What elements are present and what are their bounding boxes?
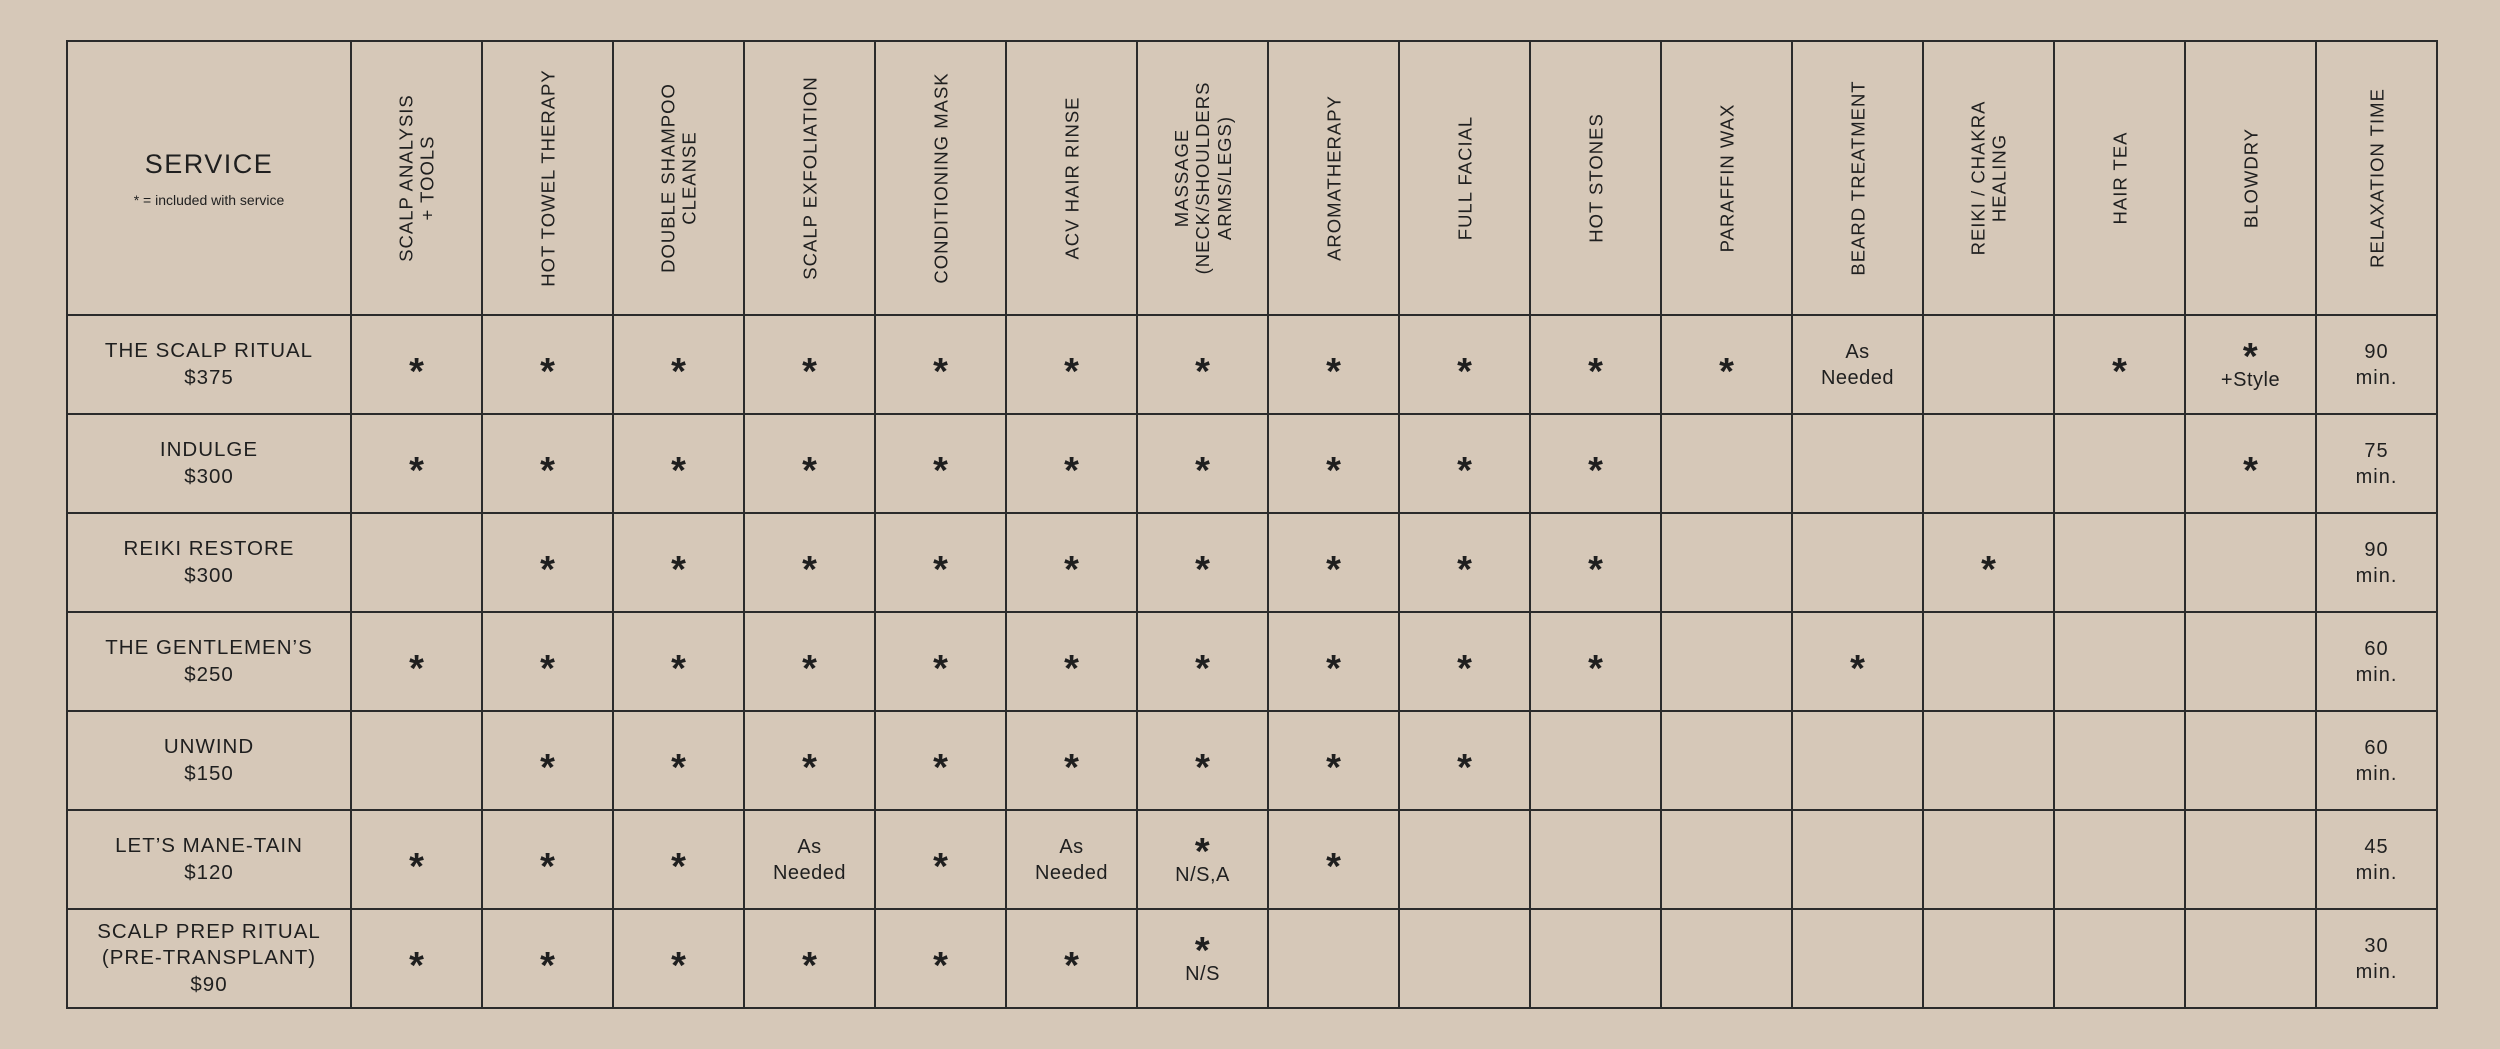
service-name-cell: [67, 810, 351, 909]
column-header-label: [1061, 96, 1082, 259]
included-star: *: [1326, 846, 1341, 889]
included-star: *: [1064, 945, 1079, 988]
service-cell: [875, 513, 1006, 612]
service-cell: [1399, 414, 1530, 513]
included-star: *: [540, 351, 555, 394]
relaxation-time-text: min.: [2355, 663, 2398, 686]
service-cell: [351, 909, 482, 1008]
service-cell: [613, 315, 744, 414]
included-star: *: [802, 450, 817, 493]
included-star: *: [671, 648, 686, 691]
included-star: *: [1457, 450, 1472, 493]
included-star: *: [409, 945, 424, 988]
service-cell: [351, 513, 482, 612]
service-cell: [1530, 909, 1661, 1008]
relaxation-time-text: 60: [2364, 736, 2389, 759]
column-header-label: [1454, 116, 1475, 240]
service-cell: [613, 909, 744, 1008]
column-header: [1268, 41, 1399, 315]
service-cell: [2185, 513, 2316, 612]
service-cell: [2185, 315, 2316, 414]
column-header-label: [1323, 95, 1344, 261]
relaxation-time-text: 30: [2364, 934, 2389, 957]
relaxation-time-text: 75: [2364, 439, 2389, 462]
service-cell: [1268, 909, 1399, 1008]
service-name-cell: [67, 414, 351, 513]
service-cell: [2185, 909, 2316, 1008]
service-cell: [1137, 810, 1268, 909]
included-star: *: [1457, 549, 1472, 592]
column-header-line: FULL FACIAL: [1453, 115, 1475, 241]
included-star: *: [1064, 351, 1079, 394]
service-cell: [1006, 612, 1137, 711]
table-row: [67, 810, 2437, 909]
table-row: [67, 315, 2437, 414]
service-name: LET’S MANE-TAIN: [115, 833, 303, 857]
included-star: *: [1326, 648, 1341, 691]
service-cell: [1399, 612, 1530, 711]
service-price: $250: [184, 662, 234, 686]
service-cell: [482, 612, 613, 711]
included-star: *: [671, 846, 686, 889]
column-header: [1661, 41, 1792, 315]
column-header: [1923, 41, 2054, 315]
included-star: *: [671, 549, 686, 592]
cell-note: [1007, 834, 1136, 886]
note-text: N/S,A: [1175, 863, 1230, 886]
included-star: *: [933, 450, 948, 493]
service-cell: [2054, 810, 2185, 909]
service-cell: [1006, 513, 1137, 612]
service-cell: [1530, 612, 1661, 711]
service-cell: [351, 810, 482, 909]
service-cell: [482, 315, 613, 414]
service-cell: [1399, 909, 1530, 1008]
service-name-cell: [67, 909, 351, 1008]
service-cell: [2185, 810, 2316, 909]
included-star: *: [1326, 450, 1341, 493]
column-header-line: HOT STONES: [1584, 113, 1606, 243]
service-cell: [1661, 711, 1792, 810]
service-cell: [2185, 612, 2316, 711]
note-text: As: [797, 835, 822, 858]
service-cell: [1923, 414, 2054, 513]
column-header-line: DOUBLE SHAMPOO: [657, 83, 679, 273]
column-header-line: (NECK/SHOULDERS: [1191, 81, 1213, 275]
service-name-cell: [67, 711, 351, 810]
service-cell: [1661, 414, 1792, 513]
service-cell: [1137, 711, 1268, 810]
column-header-label: [1847, 80, 1868, 275]
included-star: *: [540, 648, 555, 691]
included-star: *: [802, 747, 817, 790]
column-header-line: SCALP EXFOLIATION: [798, 76, 820, 280]
column-header-line: HAIR TEA: [2108, 131, 2130, 225]
column-header-line: BLOWDRY: [2239, 127, 2261, 229]
service-cell: [744, 810, 875, 909]
service-price: $90: [190, 972, 228, 996]
service-cell: [482, 513, 613, 612]
service-cell: [1006, 711, 1137, 810]
included-star: *: [1981, 549, 1996, 592]
service-cell: [1268, 810, 1399, 909]
service-cell: [2054, 909, 2185, 1008]
service-price: $300: [184, 563, 234, 587]
included-star: *: [671, 450, 686, 493]
service-cell: [482, 810, 613, 909]
service-price: $300: [184, 464, 234, 488]
column-header-line: HEALING: [1988, 133, 2010, 223]
included-star: *: [802, 648, 817, 691]
included-star: *: [540, 945, 555, 988]
service-cell: [2054, 711, 2185, 810]
service-cell: [351, 612, 482, 711]
included-star: *: [1457, 351, 1472, 394]
relaxation-time-text: 90: [2364, 340, 2389, 363]
column-header-line: + TOOLS: [416, 135, 438, 221]
service-title: SERVICE: [144, 148, 274, 179]
included-star: *: [540, 747, 555, 790]
included-star: *: [1588, 549, 1603, 592]
included-star: *: [1195, 648, 1210, 691]
service-cell: [1399, 810, 1530, 909]
service-cell: [1792, 909, 1923, 1008]
included-star: *: [2112, 351, 2127, 394]
cell-note: [2186, 336, 2315, 392]
service-cell: [1661, 909, 1792, 1008]
service-cell: [1530, 414, 1661, 513]
note-text: N/S: [1185, 962, 1220, 985]
service-cell: [613, 513, 744, 612]
column-header-line: ARMS/LEGS): [1213, 115, 1235, 241]
service-cell: [1268, 315, 1399, 414]
column-header-line: RELAXATION TIME: [2365, 88, 2387, 268]
service-name-cell: [67, 612, 351, 711]
included-star: *: [671, 747, 686, 790]
included-star: *: [540, 846, 555, 889]
column-header-label: [2109, 132, 2130, 225]
column-header-line: CLEANSE: [678, 131, 700, 225]
included-star: *: [1719, 351, 1734, 394]
relaxation-time-text: 90: [2364, 538, 2389, 561]
service-name: INDULGE: [159, 437, 259, 461]
relaxation-time-cell: [2316, 414, 2437, 513]
included-star: *: [1195, 747, 1210, 790]
service-cell: [482, 711, 613, 810]
service-menu: [66, 40, 2438, 1009]
column-header-line: MASSAGE: [1170, 128, 1192, 228]
included-star: *: [1195, 450, 1210, 493]
relaxation-time-cell: [2316, 810, 2437, 909]
included-star: *: [933, 747, 948, 790]
column-header-label: [537, 69, 558, 286]
cell-note: [745, 834, 874, 886]
service-cell: [1006, 810, 1137, 909]
service-cell: [875, 711, 1006, 810]
service-cell: [1661, 810, 1792, 909]
note-text: Needed: [772, 861, 847, 884]
service-cell: [1399, 315, 1530, 414]
column-header-label: [799, 76, 820, 279]
service-cell: [1923, 909, 2054, 1008]
column-header-label: [2366, 88, 2387, 268]
service-cell: [613, 414, 744, 513]
included-star: *: [1457, 648, 1472, 691]
included-star: *: [1457, 747, 1472, 790]
service-cell: [1137, 513, 1268, 612]
relaxation-time-text: min.: [2355, 564, 2398, 587]
column-header-label: [657, 83, 700, 273]
service-cell: [1792, 315, 1923, 414]
service-cell: [1923, 513, 2054, 612]
note-text: As: [1845, 340, 1870, 363]
service-price: $150: [184, 761, 234, 785]
included-star: *: [1064, 747, 1079, 790]
service-cell: [744, 612, 875, 711]
service-name: SCALP PREP RITUAL: [97, 919, 321, 943]
relaxation-time-header: [2316, 41, 2437, 315]
column-header: [613, 41, 744, 315]
relaxation-time-text: min.: [2355, 762, 2398, 785]
service-cell: [875, 810, 1006, 909]
service-cell: [482, 909, 613, 1008]
included-star: *: [933, 945, 948, 988]
relaxation-time-cell: [2316, 612, 2437, 711]
included-star: *: [540, 549, 555, 592]
service-cell: [744, 513, 875, 612]
relaxation-time-text: 45: [2364, 835, 2389, 858]
service-cell: [351, 414, 482, 513]
table-row: [67, 513, 2437, 612]
included-star: *: [1588, 648, 1603, 691]
relaxation-time-text: min.: [2355, 861, 2398, 884]
service-cell: [1661, 612, 1792, 711]
service-cell: [1923, 711, 2054, 810]
service-cell: [1530, 315, 1661, 414]
service-cell: [1399, 711, 1530, 810]
service-price: $120: [184, 860, 234, 884]
column-header: [482, 41, 613, 315]
table-row: [67, 711, 2437, 810]
included-star: *: [933, 351, 948, 394]
table-row: [67, 414, 2437, 513]
service-name: THE SCALP RITUAL: [104, 338, 314, 362]
service-name: REIKI RESTORE: [123, 536, 295, 560]
table-row: [67, 909, 2437, 1008]
relaxation-time-text: min.: [2355, 960, 2398, 983]
service-cell: [1792, 810, 1923, 909]
column-header-label: [1171, 82, 1235, 275]
column-header-line: SCALP ANALYSIS: [395, 94, 417, 262]
column-header-line: CONDITIONING MASK: [929, 72, 951, 284]
service-cell: [1923, 315, 2054, 414]
service-cell: [1530, 513, 1661, 612]
column-header: [1399, 41, 1530, 315]
table-body: [67, 315, 2437, 1008]
included-star: *: [409, 450, 424, 493]
relaxation-time-cell: [2316, 711, 2437, 810]
header-row: [67, 41, 2437, 315]
service-cell: [875, 414, 1006, 513]
included-star: *: [1195, 549, 1210, 592]
service-cell: [875, 612, 1006, 711]
cell-note: [1138, 831, 1267, 887]
included-star: *: [1064, 648, 1079, 691]
column-header-line: AROMATHERAPY: [1322, 95, 1344, 261]
cell-note: [1138, 930, 1267, 986]
service-cell: [351, 315, 482, 414]
included-star: *: [1326, 549, 1341, 592]
column-header: [2185, 41, 2316, 315]
service-name: UNWIND: [163, 734, 255, 758]
service-cell: [351, 711, 482, 810]
included-star: *: [1195, 351, 1210, 394]
included-star: *: [2243, 450, 2258, 493]
service-name-cell: [67, 513, 351, 612]
column-header-label: [395, 94, 438, 262]
included-star: *: [802, 351, 817, 394]
service-cell: [1137, 612, 1268, 711]
included-star: *: [1588, 351, 1603, 394]
service-cell: [744, 315, 875, 414]
included-star: *: [1326, 351, 1341, 394]
relaxation-time-cell: [2316, 909, 2437, 1008]
column-header: [875, 41, 1006, 315]
service-cell: [2054, 612, 2185, 711]
column-header: [351, 41, 482, 315]
note-text: As: [1059, 835, 1084, 858]
service-price: $375: [184, 365, 234, 389]
service-cell: [1268, 513, 1399, 612]
service-cell: [744, 909, 875, 1008]
column-header-label: [2240, 128, 2261, 228]
service-cell: [1006, 414, 1137, 513]
service-cell: [744, 711, 875, 810]
relaxation-time-text: min.: [2355, 465, 2398, 488]
included-star: *: [671, 945, 686, 988]
service-cell: [1792, 612, 1923, 711]
service-cell: [1661, 513, 1792, 612]
service-cell: [2185, 414, 2316, 513]
relaxation-time-text: 60: [2364, 637, 2389, 660]
included-star: *: [933, 648, 948, 691]
service-cell: [1137, 909, 1268, 1008]
service-cell: [875, 909, 1006, 1008]
service-header-cell: [67, 41, 351, 315]
included-star: *: [671, 351, 686, 394]
included-star: *: [409, 648, 424, 691]
service-cell: [875, 315, 1006, 414]
included-star: *: [1588, 450, 1603, 493]
column-header-line: REIKI / CHAKRA: [1967, 100, 1989, 256]
column-header: [1137, 41, 1268, 315]
service-cell: [1923, 810, 2054, 909]
service-cell: [1661, 315, 1792, 414]
column-header-label: [930, 72, 951, 283]
included-star: *: [802, 945, 817, 988]
included-star: *: [1850, 648, 1865, 691]
included-star: *: [409, 351, 424, 394]
service-cell: [1530, 810, 1661, 909]
service-cell: [482, 414, 613, 513]
column-header: [1792, 41, 1923, 315]
note-text: Needed: [1034, 861, 1109, 884]
column-header-label: [1716, 104, 1737, 253]
service-cell: [744, 414, 875, 513]
service-name: (PRE-TRANSPLANT): [101, 946, 317, 970]
service-cell: [2054, 513, 2185, 612]
relaxation-time-cell: [2316, 315, 2437, 414]
service-cell: [1137, 315, 1268, 414]
column-header-label: [1967, 101, 2010, 256]
column-header-line: BEARD TREATMENT: [1846, 80, 1868, 276]
included-star: *: [1326, 747, 1341, 790]
service-cell: [1268, 711, 1399, 810]
service-cell: [1268, 612, 1399, 711]
service-cell: [2185, 711, 2316, 810]
note-text: +Style: [2220, 368, 2281, 391]
cell-note: [1793, 339, 1922, 391]
included-star: *: [1194, 930, 1211, 973]
included-star: *: [2242, 336, 2259, 379]
service-cell: [1268, 414, 1399, 513]
included-star: *: [1064, 450, 1079, 493]
service-name: THE GENTLEMEN’S: [105, 635, 313, 659]
service-cell: [1530, 711, 1661, 810]
service-cell: [2054, 414, 2185, 513]
service-cell: [1792, 414, 1923, 513]
column-header-line: ACV HAIR RINSE: [1060, 96, 1082, 260]
column-header-label: [1585, 113, 1606, 243]
service-cell: [613, 711, 744, 810]
service-cell: [613, 612, 744, 711]
included-star: *: [933, 549, 948, 592]
service-cell: [1792, 513, 1923, 612]
service-cell: [1006, 315, 1137, 414]
column-header: [744, 41, 875, 315]
column-header: [1530, 41, 1661, 315]
included-star: *: [1064, 549, 1079, 592]
service-cell: [1399, 513, 1530, 612]
column-header-line: HOT TOWEL THERAPY: [536, 69, 558, 287]
service-cell: [613, 810, 744, 909]
service-cell: [1006, 909, 1137, 1008]
table-row: [67, 612, 2437, 711]
included-star: *: [409, 846, 424, 889]
column-header-line: PARAFFIN WAX: [1715, 103, 1737, 253]
service-name-cell: [67, 315, 351, 414]
service-cell: [2054, 315, 2185, 414]
included-star: *: [1194, 831, 1211, 874]
service-cell: [1137, 414, 1268, 513]
column-header: [2054, 41, 2185, 315]
relaxation-time-cell: [2316, 513, 2437, 612]
service-cell: [1792, 711, 1923, 810]
legend: * = included with service: [133, 191, 285, 208]
included-star: *: [802, 549, 817, 592]
relaxation-time-text: min.: [2355, 366, 2398, 389]
note-text: Needed: [1820, 366, 1895, 389]
column-header: [1006, 41, 1137, 315]
included-star: *: [540, 450, 555, 493]
included-star: *: [933, 846, 948, 889]
service-cell: [1923, 612, 2054, 711]
service-table: [66, 40, 2438, 1009]
